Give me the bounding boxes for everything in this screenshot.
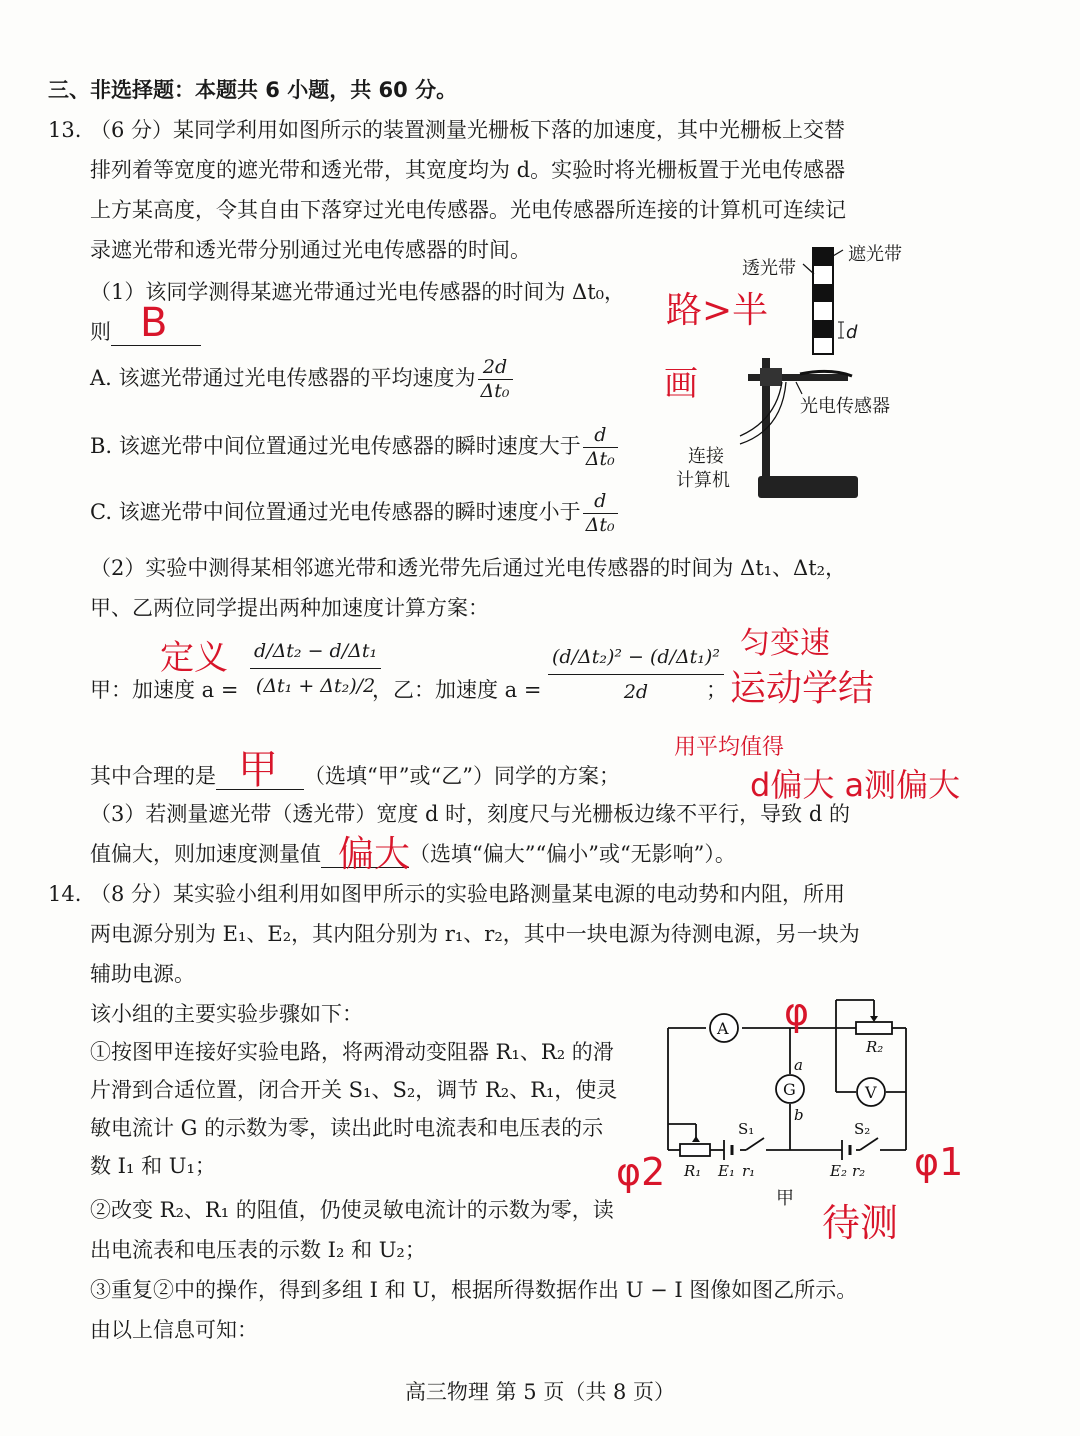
choice-prefix: 其中合理的是 xyxy=(90,764,216,788)
switch-s1-blade xyxy=(746,1138,764,1150)
r1-slider-arrow xyxy=(692,1136,700,1142)
q13-option-c xyxy=(90,490,620,537)
choice-suffix: （选填“甲”或“乙”）同学的方案； xyxy=(304,764,620,788)
fraction-num: 2d xyxy=(478,356,513,380)
page-footer: 高三物理 第 5 页（共 8 页） xyxy=(404,1380,676,1404)
circuit-caption: 甲 xyxy=(776,1188,794,1209)
steps-intro: 该小组的主要实验步骤如下： xyxy=(90,1002,363,1026)
q13-part3-line2 xyxy=(90,842,736,868)
step-2-line: 出电流表和电压表的示数 I₂ 和 U₂； xyxy=(90,1238,426,1262)
d-label: d xyxy=(846,322,858,343)
fraction-num: d xyxy=(583,490,618,514)
step-3: ③重复②中的操作，得到多组 I 和 U，根据所得数据作出 U − I 图像如图乙所示。 xyxy=(90,1278,858,1302)
q14-intro-line: 两电源分别为 E₁、E₂，其内阻分别为 r₁、r₂，其中一块电源为待测电源，另一块为 xyxy=(90,922,860,946)
then-label: 则 xyxy=(90,320,111,344)
q13-option-a xyxy=(90,356,515,403)
fraction-2d xyxy=(478,356,513,403)
q13-intro-line: 录遮光带和透光带分别通过光电传感器的时间。 xyxy=(90,238,531,262)
q13-part2-line2: 甲、乙两位同学提出两种加速度计算方案： xyxy=(90,596,489,620)
semicolon: ； xyxy=(706,678,727,702)
q13-option-b xyxy=(90,424,620,471)
handwritten-note: 路>半 xyxy=(666,290,769,331)
r1-internal-label: r₁ xyxy=(742,1162,756,1180)
q13-intro-line: 排列着等宽度的遮光带和透光带，其宽度均为 d。实验时将光栅板置于光电传感器 xyxy=(90,158,846,182)
sensor-label: 光电传感器 xyxy=(800,396,890,417)
handwritten-phi: φ2 xyxy=(616,1150,666,1194)
fraction-d xyxy=(583,424,618,471)
conclusion: 由以上信息可知： xyxy=(90,1318,258,1342)
handwritten-phi: φ xyxy=(784,990,810,1034)
yi-denominator: 2d xyxy=(623,681,649,703)
q13-number: 13. xyxy=(48,118,82,142)
step-1-line: 数 I₁ 和 U₁； xyxy=(90,1154,216,1178)
opaque-band xyxy=(813,320,833,338)
opaque-band xyxy=(813,284,833,302)
q13-part3-line1: （3）若测量遮光带（透光带）宽度 d 时，刻度尺与光栅板边缘不平行，导致 d 的 xyxy=(90,802,850,826)
r2-internal-label: r₂ xyxy=(852,1162,866,1180)
e1-label: E₁ xyxy=(718,1162,735,1180)
handwritten-note: d偏大 a测偏大 xyxy=(750,766,961,804)
q13-intro-line: （6 分）某同学利用如图所示的装置测量光栅板下落的加速度，其中光栅板上交替 xyxy=(90,118,846,142)
q14-number: 14. xyxy=(48,882,82,906)
yi-formula xyxy=(548,646,724,703)
leader-line xyxy=(833,250,843,256)
fraction-den: Δt₀ xyxy=(480,379,510,402)
jia-label: 甲：加速度 a = xyxy=(90,678,239,702)
node-b-label: b xyxy=(794,1106,804,1124)
handwritten-phi: φ1 xyxy=(914,1140,964,1184)
jia-formula xyxy=(250,640,381,697)
opaque-band xyxy=(813,248,833,266)
handwritten-note: 画 xyxy=(664,364,698,404)
part3-prefix: 值偏大，则加速度测量值 xyxy=(90,842,321,866)
handwritten-note: 匀变速 xyxy=(740,626,830,661)
computer-label: 计算机 xyxy=(676,470,730,491)
yi-numerator: (d/Δt₂)² − (d/Δt₁)² xyxy=(548,646,724,675)
option-a-text: A. 该遮光带通过光电传感器的平均速度为 xyxy=(90,365,476,390)
yi-label: ，乙：加速度 a = xyxy=(372,678,542,702)
handwritten-note: 用平均值得 xyxy=(674,735,785,760)
grating-apparatus-figure xyxy=(700,240,930,510)
transparent-band-label: 透光带 xyxy=(742,258,796,279)
stand-base xyxy=(758,476,858,498)
handwritten-note: 运动学结 xyxy=(730,668,875,709)
resistor-r2 xyxy=(856,1022,892,1034)
handwritten-answer-1: B xyxy=(140,300,168,346)
step-1-line: ①按图甲连接好实验电路，将两滑动变阻器 R₁、R₂ 的滑 xyxy=(90,1040,614,1064)
q13-intro-line: 上方某高度，令其自由下落穿过光电传感器。光电传感器所连接的计算机可连续记 xyxy=(90,198,846,222)
node-a-label: a xyxy=(794,1056,803,1074)
section-header: 三、非选择题：本题共 6 小题，共 60 分。 xyxy=(48,78,458,102)
voltmeter-label: V xyxy=(865,1083,877,1102)
option-c-text: C. 该遮光带中间位置通过光电传感器的瞬时速度小于 xyxy=(90,499,581,524)
fraction-den: Δt₀ xyxy=(585,513,615,536)
step-1-line: 片滑到合适位置，闭合开关 S₁、S₂，调节 R₂、R₁，使灵 xyxy=(90,1078,618,1102)
fraction-den: Δt₀ xyxy=(585,447,615,470)
switch-s2-blade xyxy=(860,1138,878,1150)
q13-part2-line1: （2）实验中测得某相邻遮光带和透光带先后通过光电传感器的时间为 Δt₁、Δt₂， xyxy=(90,556,847,580)
handwritten-note: 待测 xyxy=(822,1201,899,1245)
handwritten-note: 定义 xyxy=(160,638,228,678)
handwritten-answer-3: 偏大 xyxy=(338,834,411,875)
r1-label: R₁ xyxy=(684,1162,702,1180)
handwritten-answer-2: 甲 xyxy=(238,747,278,793)
opaque-band-label: 遮光带 xyxy=(848,244,902,265)
r2-slider-arrow xyxy=(870,1016,878,1022)
cable xyxy=(740,382,782,436)
e2-label: E₂ xyxy=(830,1162,847,1180)
s1-label: S₁ xyxy=(738,1120,755,1138)
clamp xyxy=(760,368,782,386)
part3-suffix: （选填“偏大”“偏小”或“无影响”）。 xyxy=(409,842,736,866)
jia-numerator: d/Δt₂ − d/Δt₁ xyxy=(250,640,381,669)
connect-label: 连接 xyxy=(688,446,724,467)
q13-part2-choice xyxy=(90,764,620,790)
option-b-text: B. 该遮光带中间位置通过光电传感器的瞬时速度大于 xyxy=(90,433,581,458)
s2-label: S₂ xyxy=(854,1120,871,1138)
ammeter-label: A xyxy=(717,1019,729,1038)
q13-part1-prompt: （1）该同学测得某遮光带通过光电传感器的时间为 Δt₀， xyxy=(90,280,626,304)
fraction-num: d xyxy=(583,424,618,448)
galvanometer-label: G xyxy=(783,1080,796,1099)
r2-label: R₂ xyxy=(866,1038,884,1056)
q14-intro-line: （8 分）某实验小组利用如图甲所示的实验电路测量某电源的电动势和内阻，所用 xyxy=(90,882,846,906)
q14-intro-line: 辅助电源。 xyxy=(90,962,195,986)
step-2-line: ②改变 R₂、R₁ 的阻值，仍使灵敏电流计的示数为零，读 xyxy=(90,1198,614,1222)
jia-denominator: (Δt₁ + Δt₂)/2 xyxy=(255,675,376,697)
step-1-line: 敏电流计 G 的示数为零，读出此时电流表和电压表的示 xyxy=(90,1116,604,1140)
resistor-r1 xyxy=(680,1144,710,1156)
fraction-d xyxy=(583,490,618,537)
